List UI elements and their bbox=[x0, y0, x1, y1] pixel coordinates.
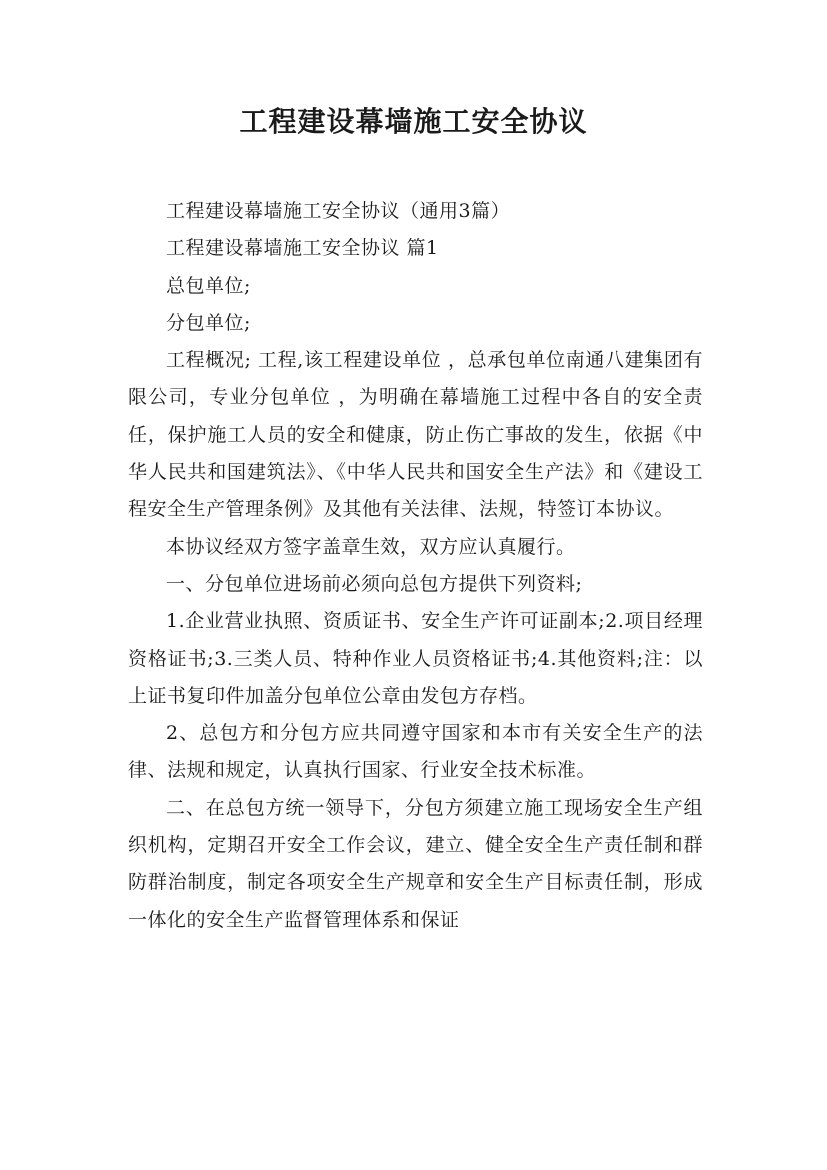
paragraph-subcontractor: 分包单位; bbox=[166, 311, 251, 334]
paragraph-project-overview: 工程概况; 工程,该工程建设单位 ，总承包单位南通八建集团有限公司，专业分包单位 ，为明确在幕墙施工过程中各自的安全责任，保护施工人员的安全和健康，防止伤亡事故的发生，依据《中华人民共和国建筑法》、《中华人民共和国安全生产法》和《建设工程安全生产管理条例》及其他有关法律、法规，特签订本协议。 bbox=[128, 349, 703, 521]
paragraph-subtitle: 工程建设幕墙施工安全协议（通用3篇） bbox=[166, 200, 511, 222]
paragraph-clause-2: 2、总包方和分包方应共同遵守国家和本市有关安全生产的法律、法规和规定，认真执行国家、行业安全技术标准。 bbox=[128, 722, 703, 782]
paragraph-clause-two: 二、在总包方统一领导下，分包方须建立施工现场安全生产组织机构，定期召开安全工作会议，建立、健全安全生产责任制和群防群治制度，制定各项安全生产规章和安全生产目标责任制，形成一体化的安全生产监督管理体系和保证 bbox=[128, 796, 703, 931]
paragraph-effectiveness: 本协议经双方签字盖章生效，双方应认真履行。 bbox=[166, 535, 576, 558]
paragraph-section-heading: 工程建设幕墙施工安全协议 篇1 bbox=[166, 237, 439, 260]
paragraph-documents-list: 1.企业营业执照、资质证书、安全生产许可证副本;2.项目经理资格证书;3.三类人员、特种作业人员资格证书;4.其他资料;注：以上证书复印件加盖分包单位公章由发包方存档。 bbox=[128, 610, 703, 707]
paragraph-general-contractor: 总包单位; bbox=[166, 274, 251, 297]
document-title: 工程建设幕墙施工安全协议 bbox=[239, 105, 588, 138]
paragraph-clause-1: 一、分包单位进场前必须向总包方提供下列资料; bbox=[166, 572, 583, 595]
document-body bbox=[128, 193, 703, 939]
